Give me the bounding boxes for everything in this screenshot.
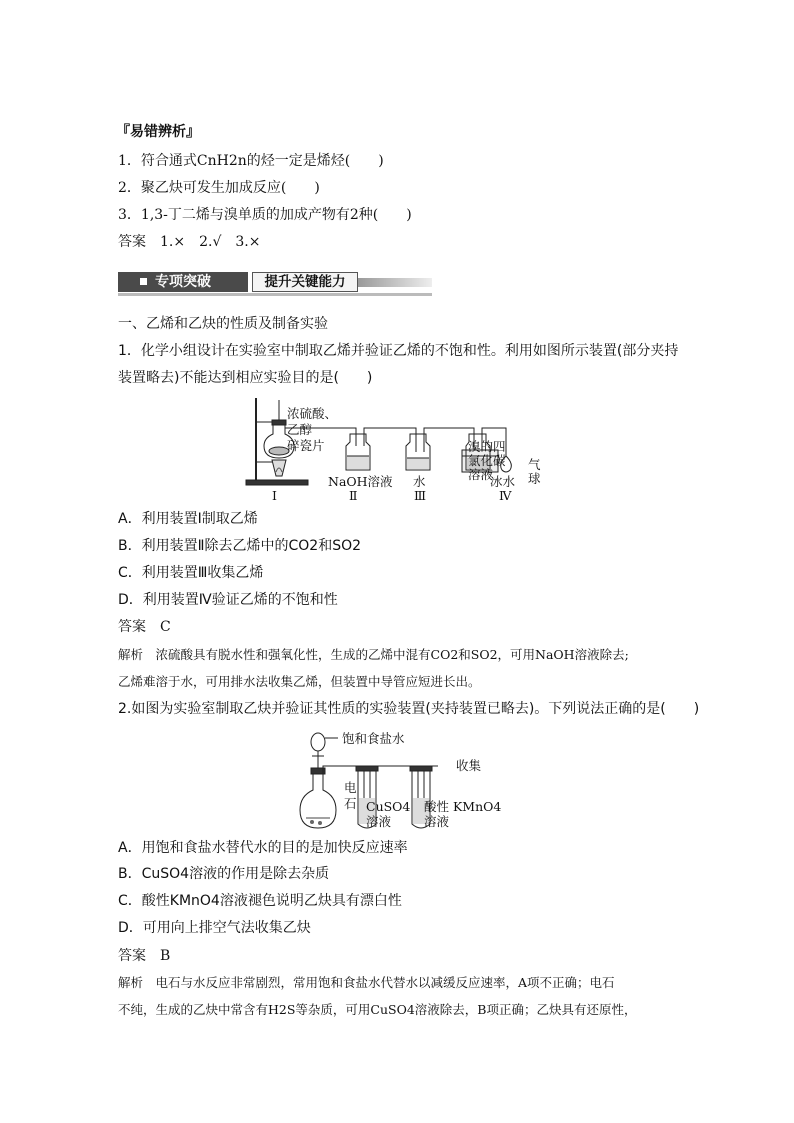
judgment-item-1: 1．符合通式CnH2n的烃一定是烯烃( ) [118,153,384,169]
fig2-tube1-label-2: 溶液 [366,814,392,829]
fig2-tube1-label-1: CuSO4 [366,799,411,814]
fig1-bottle4-label-1: 溴的四 [468,439,506,454]
banner-right-label: 提升关键能力 [252,272,358,292]
section-label: 『易错辨析』 [116,124,200,140]
fig1-reagent-label-1: 浓硫酸、 [287,406,338,421]
fig1-roman-1: Ⅰ [272,488,277,503]
q1-option-b: B．利用装置Ⅱ除去乙烯中的CO2和SO2 [118,538,362,554]
fig1-roman-3: Ⅲ [414,488,427,503]
q2-stem: 2.如图为实验室制取乙炔并验证其性质的实验装置(夹持装置已略去)。下列说法正确的是( ) [118,701,700,717]
banner-rule [118,293,432,296]
q1-analysis-line-2: 乙烯难溶于水，可用排水法收集乙烯，但装置中导管应短进长出。 [118,674,481,689]
round-flask-icon [300,768,336,828]
section-banner [118,272,432,294]
q2-answer: 答案 B [118,948,171,964]
q2-analysis-line-2: 不纯，生成的乙炔中常含有H2S等杂质，可用CuSO4溶液除去，B项正确；乙炔具有还原性， [118,1002,637,1017]
square-bullet-icon [140,278,147,285]
fig1-reagent-label-2: 乙醇 [287,422,313,437]
judgment-item-3: 3．1,3-丁二烯与溴单质的加成产物有2种( ) [118,207,412,223]
judgment-item-2: 2．聚乙炔可发生加成反应( ) [118,180,320,196]
q1-stem-line-1: 1．化学小组设计在实验室中制取乙烯并验证乙烯的不饱和性。利用如图所示装置(部分夹持 [118,343,679,359]
fig1-bottle2-label: NaOH溶液 [328,474,393,489]
fig1-bottle4-label-2: 氯化碳 [468,453,506,468]
q1-option-a: A．利用装置Ⅰ制取乙烯 [118,511,258,527]
banner-left-tab [118,272,248,292]
banner-left-label: 专项突破 [155,274,211,290]
apparatus-iii-bottle [406,434,430,470]
fig1-balloon-label-1: 气 [528,457,541,472]
q1-stem-line-2: 装置略去)不能达到相应实验目的是( ) [118,370,373,386]
fig1-bottle4-label-3: 溶液 [468,467,494,482]
fig1-bottle3-label: 水 [413,474,426,489]
judgment-answer: 答案 1.× 2.√ 3.× [118,234,261,250]
fig1-ice-label: 冰水 [490,474,516,489]
q2-option-a: A．用饱和食盐水替代水的目的是加快反应速率 [118,840,408,856]
q1-analysis-line-1: 解析 浓硫酸具有脱水性和强氧化性，生成的乙烯中混有CO2和SO2，可用NaOH溶液除去; [118,647,629,662]
fig2-stone-label-1: 电 [344,780,357,795]
fig2-tube2-label-2: 溶液 [424,814,450,829]
topic-heading: 一、乙烯和乙炔的性质及制备实验 [118,316,328,332]
q1-option-d: D．利用装置Ⅳ验证乙烯的不饱和性 [118,592,338,608]
fig1-balloon-label-2: 球 [528,471,541,486]
fig1-reagent-label-3: 碎瓷片 [287,438,325,453]
banner-fade [358,278,432,287]
fig2-tube2-label-1: 酸性 KMnO4 [424,799,502,814]
fig2-stone-label-2: 石 [344,796,357,811]
q1-answer: 答案 C [118,619,171,635]
q2-analysis-line-1: 解析 电石与水反应非常剧烈，常用饱和食盐水代替水以减缓反应速率，A项不正确；电石 [118,975,615,990]
apparatus-ii-bottle [346,434,370,470]
q2-option-b: B．CuSO4溶液的作用是除去杂质 [118,866,330,882]
fig1-roman-2: Ⅱ [349,488,358,503]
fig2-funnel-label: 饱和食盐水 [342,731,405,746]
q1-option-c: C．利用装置Ⅲ收集乙烯 [118,565,264,581]
fig2-collect-label: 收集 [456,758,482,773]
q2-option-d: D．可用向上排空气法收集乙炔 [118,920,311,936]
q2-option-c: C．酸性KMnO4溶液褪色说明乙炔具有漂白性 [118,893,402,909]
fig1-roman-4: Ⅳ [499,488,512,503]
